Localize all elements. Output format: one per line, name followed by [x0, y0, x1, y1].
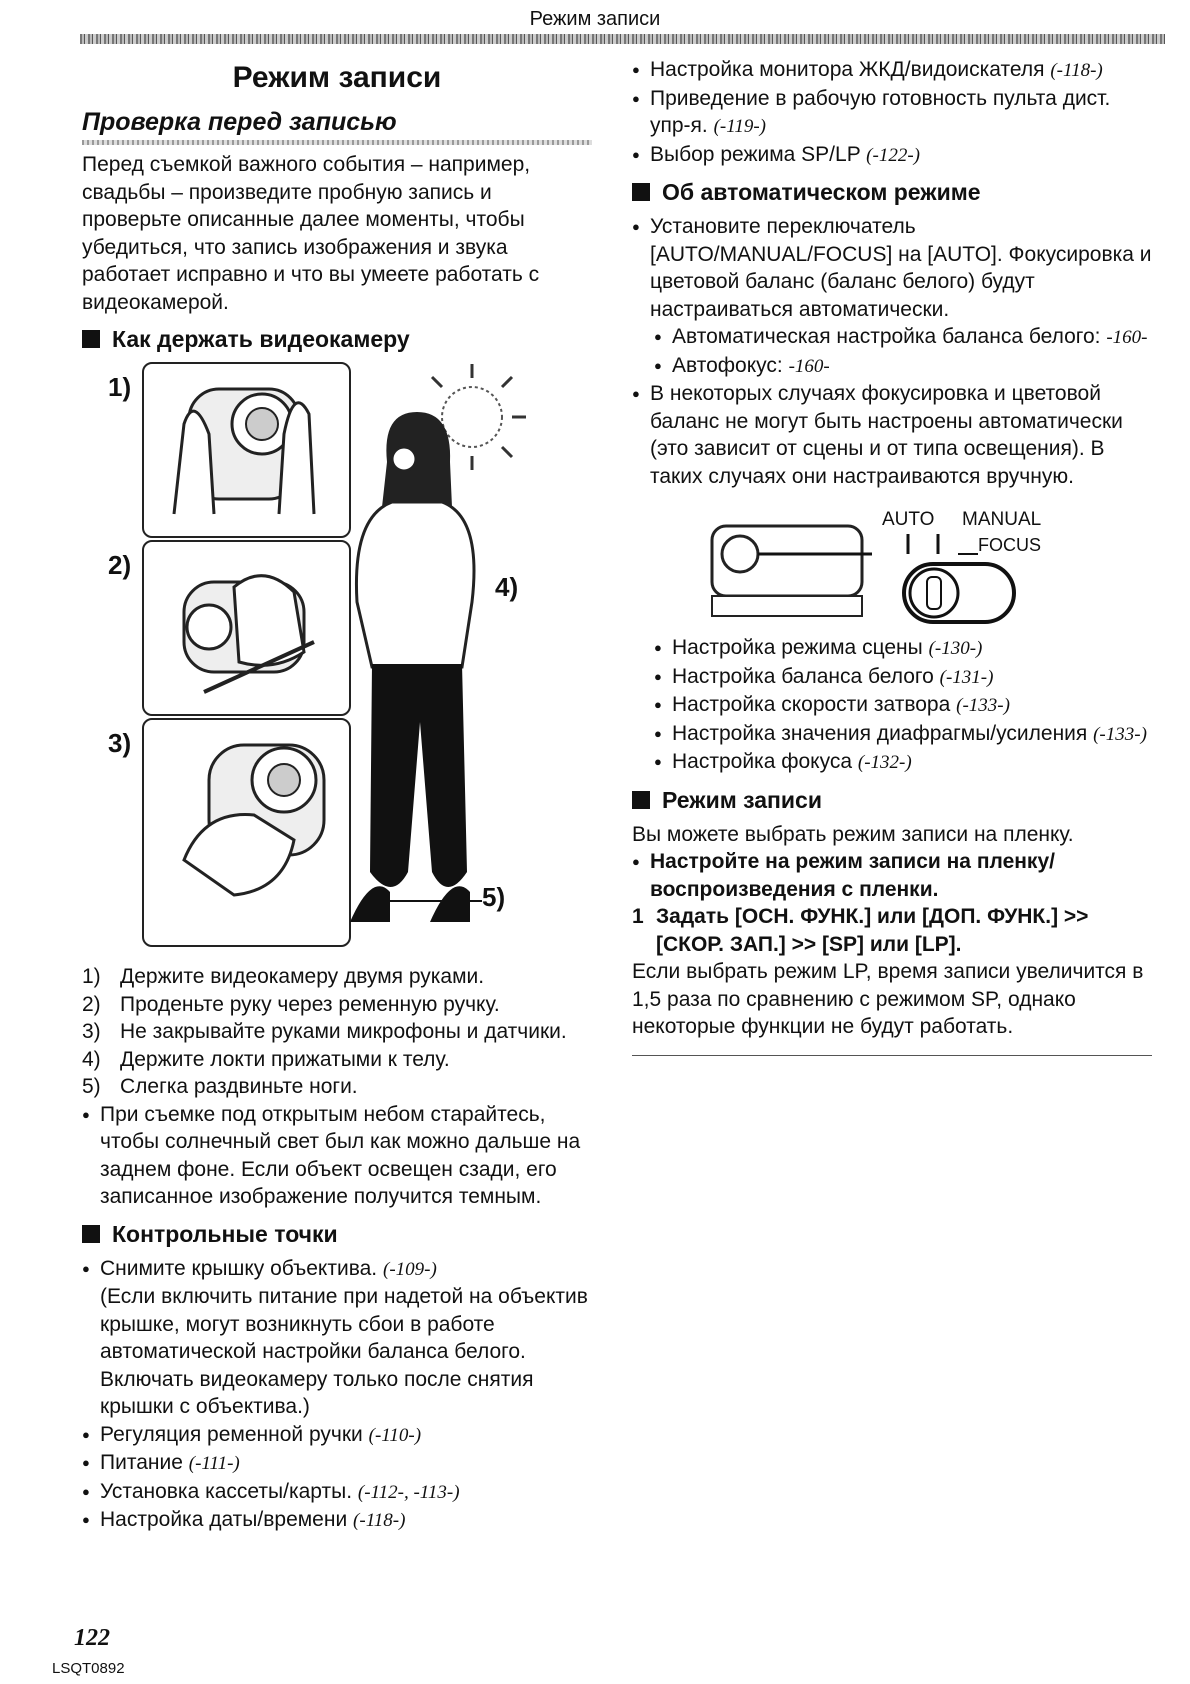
check-item-lens-cap-note: (Если включить питание при надетой на объектив крышке, могут возникнуть сбои в работе автоматической настройки баланса белого. Включать видеокамеру только после снятия крышки с объектива.)	[100, 1285, 588, 1418]
rec-note: Если выбрать режим LP, время записи увеличится в 1,5 раза по сравнению с режимом SP, однако некоторые функции не будут работать.	[632, 960, 1144, 1038]
check-item-remote: ● Приведение в рабочую готовность пульта дист. упр-я. (-119-)	[632, 85, 1152, 141]
illus-label-3: 3)	[108, 728, 132, 758]
subtitle-rule	[82, 140, 592, 145]
check-item-cassette: ● Установка кассеты/карты. (-112-, -113-)	[82, 1478, 592, 1507]
column-end-rule	[632, 1055, 1152, 1056]
illus-frame-3	[142, 718, 351, 947]
check-item-monitor: ● Настройка монитора ЖКД/видоискателя (-118-)	[632, 56, 1152, 85]
heading-square-icon	[632, 791, 650, 809]
list-item: 5) Слегка раздвиньте ноги.	[82, 1075, 358, 1098]
running-header: Режим записи	[529, 8, 661, 30]
manual-item-iris: ● Настройка значения диафрагмы/усиления (-133-)	[632, 720, 1152, 749]
manual-item-scene: ● Настройка режима сцены (-130-)	[632, 634, 1152, 663]
header-rule	[80, 34, 1165, 44]
auto-manual-switch-icon	[892, 532, 1032, 626]
rec-heading: Режим записи	[632, 785, 1152, 815]
check-item-datetime: ● Настройка даты/времени (-118-)	[82, 1506, 592, 1535]
section-subtitle: Проверка перед записью	[82, 108, 397, 136]
rec-intro: Вы можете выбрать режим записи на пленку.	[632, 822, 1074, 846]
auto-item-switch: ● Установите переключатель [AUTO/MANUAL/FOCUS] на [AUTO]. Фокусировка и цветовой баланс (баланс белого) будут настраиваться автоматически.	[632, 213, 1152, 323]
woman-filming-icon	[342, 402, 492, 957]
manual-item-shutter: ● Настройка скорости затвора (-133-)	[632, 691, 1152, 720]
auto-item-manual: ● В некоторых случаях фокусировка и цветовой баланс не могут быть настроены автоматически (это зависит от сцены и от типа освещения). В таких случаях они настраиваются вручную.	[632, 380, 1152, 490]
rec-instruction: ● Настройте на режим записи на пленку/ воспроизведения с пленки.	[632, 848, 1152, 903]
illus-frame-2	[142, 540, 351, 716]
heading-square-icon	[632, 183, 650, 201]
illus-label-4: 4)	[495, 572, 519, 602]
check-item-power: ● Питание (-111-)	[82, 1449, 592, 1478]
sun-note: ● При съемке под открытым небом старайтесь, чтобы солнечный свет был как можно дальше на заднем фоне. Если объект освещен сзади, его записанное изображение получится темным.	[82, 1101, 592, 1211]
illus-label-1: 1)	[108, 372, 132, 402]
heading-square-icon	[82, 1225, 100, 1243]
holding-steps-list	[82, 963, 592, 1101]
holding-illustration	[82, 362, 592, 957]
switch-label-focus: FOCUS	[978, 535, 1041, 555]
check-item-lens-cap: ● Снимите крышку объектива. (-109-)	[82, 1255, 592, 1284]
check-item-strap: ● Регуляция ременной ручки (-110-)	[82, 1421, 592, 1450]
auto-heading: Об автоматическом режиме	[632, 177, 1152, 207]
list-item: 2) Проденьте руку через ременную ручку.	[82, 992, 500, 1016]
switch-label-manual: MANUAL	[962, 509, 1042, 530]
list-item: 4) Держите локти прижатыми к телу.	[82, 1047, 450, 1071]
rec-step-1: 1 Задать [ОСН. ФУНК.] или [ДОП. ФУНК.] >> [СКОР. ЗАП.] >> [SP] или [LP].	[632, 905, 1089, 956]
camera-side-icon	[702, 516, 872, 626]
right-column	[632, 56, 1152, 1056]
illus-frame-1	[142, 362, 351, 538]
camera-microphone-icon	[144, 720, 349, 945]
list-item: 1) Держите видеокамеру двумя руками.	[82, 965, 485, 988]
check-item-splp: ● Выбор режима SP/LP (-122-)	[632, 141, 1152, 170]
illus-label-5: 5)	[482, 882, 506, 912]
document-code: LSQT0892	[52, 1660, 125, 1677]
auto-subitem-wb: ● Автоматическая настройка баланса белого: -160-	[632, 323, 1152, 352]
illus-label-2: 2)	[108, 550, 132, 580]
page-number: 122	[74, 1625, 110, 1651]
auto-subitem-af: ● Автофокус: -160-	[632, 352, 1152, 381]
intro-paragraph: Перед съемкой важного события – например, свадьбы – произведите пробную запись и проверьте описанные далее моменты, чтобы убедиться, что запись изображения и звука работает исправно и что вы умеете работать с видеокамерой.	[82, 153, 540, 314]
list-item: 3) Не закрывайте руками микрофоны и датчики.	[82, 1020, 567, 1043]
switch-label-auto: AUTO	[882, 509, 935, 530]
switch-illustration	[632, 506, 1152, 626]
left-column	[82, 56, 592, 1535]
manual-item-wb: ● Настройка баланса белого (-131-)	[632, 663, 1152, 692]
hold-heading: Как держать видеокамеру	[82, 324, 592, 354]
hand-strap-icon	[144, 542, 349, 714]
page-title: Режим записи	[232, 61, 442, 94]
feet-pointer-line	[372, 900, 482, 902]
manual-item-focus: ● Настройка фокуса (-132-)	[632, 748, 1152, 777]
heading-square-icon	[82, 330, 100, 348]
camera-two-hands-icon	[144, 364, 349, 536]
check-heading: Контрольные точки	[82, 1219, 592, 1249]
